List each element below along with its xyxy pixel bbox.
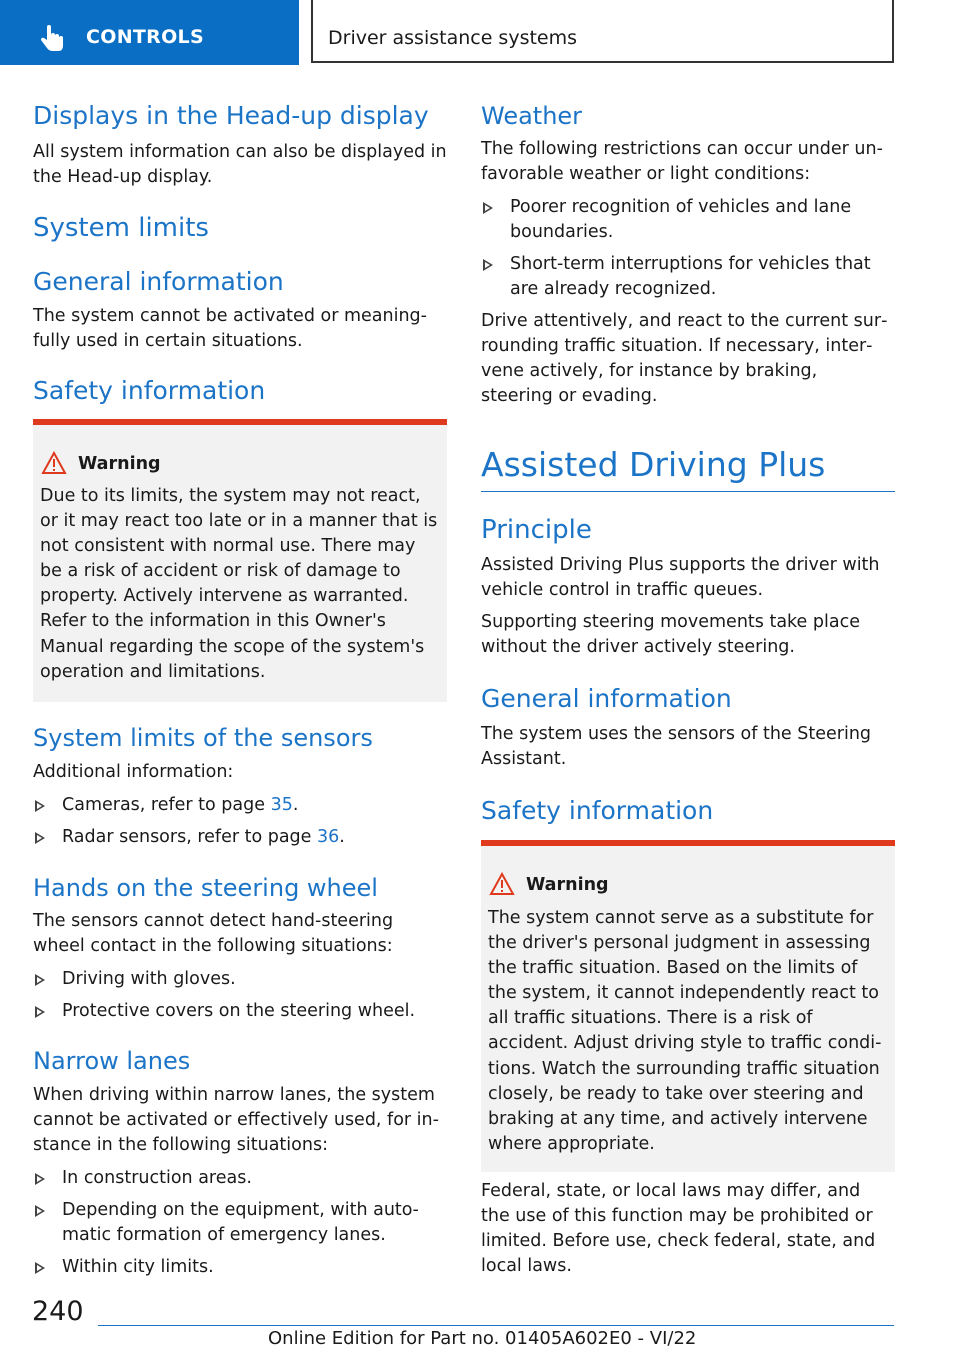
- list-item: [33, 793, 447, 818]
- heading-general-information: General information: [33, 267, 284, 296]
- bullet-triangle-icon: [35, 1205, 45, 1217]
- heading-system-limits: System limits: [33, 213, 209, 243]
- sensors-text: Additional information:: [33, 762, 234, 782]
- warning-title: Warning: [78, 454, 161, 474]
- page-link-36[interactable]: 36: [317, 827, 340, 847]
- list-item-end: .: [339, 827, 345, 847]
- laws-text: Federal, state, or local laws may differ, and the use of this function may be prohibited or limited. Before use, check federal, state, and local laws.: [481, 1181, 876, 1276]
- general-text: The system uses the sensors of the Steering Assistant.: [481, 724, 872, 769]
- heading-displays: Displays in the Head-up display: [33, 101, 429, 130]
- chapter-title: Driver assistance systems: [328, 27, 578, 49]
- section-title: CONTROLS: [86, 26, 204, 48]
- principle-text-1: Assisted Driving Plus supports the driver with vehicle control in traffic queues.: [481, 555, 880, 600]
- heading-sensor-limits: System limits of the sensors: [33, 724, 373, 752]
- warning-box: [33, 419, 447, 702]
- heading-rule: [481, 491, 895, 492]
- list-item-text: Radar sensors, refer to page: [62, 827, 317, 847]
- heading-hands-on-wheel: Hands on the steering wheel: [33, 874, 378, 902]
- warning-box: [481, 840, 895, 1172]
- list-item: [33, 825, 447, 850]
- list-item-text: Depending on the equipment, with automatic formation of emergency lanes.: [62, 1200, 419, 1245]
- heading-assisted-driving-plus: Assisted Driving Plus: [481, 445, 826, 484]
- heading-narrow-lanes: Narrow lanes: [33, 1047, 191, 1075]
- bullet-triangle-icon: [35, 974, 45, 986]
- bullet-triangle-icon: [35, 1006, 45, 1018]
- list-item-text: Short-term interruptions for vehicles that are already recognized.: [510, 254, 871, 299]
- bullet-triangle-icon: [483, 202, 493, 214]
- list-item-end: .: [292, 795, 299, 815]
- bullet-triangle-icon: [35, 1173, 45, 1185]
- list-item: [481, 252, 895, 302]
- principle-text-2: Supporting steering movements take place without the driver actively steering.: [481, 612, 860, 657]
- heading-safety-information: Safety information: [481, 796, 714, 825]
- weather-text: The following restrictions can occur under unfavorable weather or light conditions:: [481, 139, 883, 184]
- heading-general-information: General information: [481, 684, 732, 713]
- bullet-triangle-icon: [483, 259, 493, 271]
- hands-text: The sensors cannot detect hand-steering wheel contact in the following situations:: [33, 911, 394, 956]
- heading-safety-information: Safety information: [33, 376, 266, 405]
- page-link-35[interactable]: 35: [270, 795, 293, 815]
- edition-text: Online Edition for Part no. 01405A602E0 - VI/22: [268, 1328, 697, 1349]
- bullet-triangle-icon: [35, 832, 45, 844]
- list-item-text: Poorer recognition of vehicles and lane boundaries.: [510, 197, 852, 242]
- warning-triangle-icon: [41, 451, 67, 475]
- hand-pointer-icon: [38, 24, 68, 54]
- narrow-text: When driving within narrow lanes, the system cannot be activated or effectively used, for instance in the following situations:: [33, 1085, 439, 1155]
- footer-rule: [98, 1325, 894, 1326]
- list-item-text: Protective covers on the steering wheel.: [62, 1001, 416, 1021]
- list-item-text: Within city limits.: [62, 1257, 214, 1277]
- warning-triangle-icon: [489, 872, 515, 896]
- list-item: [33, 1198, 447, 1248]
- displays-text: All system information can also be displayed in the Head-up display.: [33, 142, 447, 187]
- warning-text: The system cannot serve as a substitute for the driver's personal judgment in assessing the traffic situation. Based on the limits of the system, it cannot independently react to all traffic situations. There is a risk of accident. Adjust driving style to traffic conditions. Watch the surrounding traffic situation closely, be ready to take over steering and braking at any time, and actively intervene where appropriate.: [488, 908, 882, 1154]
- weather-after-text: Drive attentively, and react to the current surrounding traffic situation. If necessary, intervene actively, for instance by braking, steering or evading.: [481, 311, 888, 406]
- heading-principle: Principle: [481, 515, 592, 545]
- list-item: [33, 1166, 447, 1191]
- list-item: [481, 195, 895, 245]
- list-item-text: Cameras, refer to page: [62, 795, 271, 815]
- warning-text: Due to its limits, the system may not react, or it may react too late or in a manner that is not consistent with normal use. There may be a risk of accident or risk of damage to property. Actively intervene as warranted. Refer to the information in this Owner's Manual regarding the scope of the system's operation and limitations.: [40, 486, 438, 682]
- list-item: [33, 999, 447, 1024]
- bullet-triangle-icon: [35, 800, 45, 812]
- bullet-triangle-icon: [35, 1262, 45, 1274]
- chapter-tab: [311, 0, 894, 63]
- heading-weather: Weather: [481, 102, 583, 130]
- page-number: 240: [32, 1296, 84, 1327]
- general-text: The system cannot be activated or meaningfully used in certain situations.: [33, 306, 427, 351]
- list-item-text: Driving with gloves.: [62, 969, 236, 989]
- list-item: [33, 967, 447, 992]
- section-tab: [0, 0, 299, 65]
- list-item-text: In construction areas.: [62, 1168, 252, 1188]
- list-item: [33, 1255, 447, 1280]
- warning-title: Warning: [526, 875, 609, 895]
